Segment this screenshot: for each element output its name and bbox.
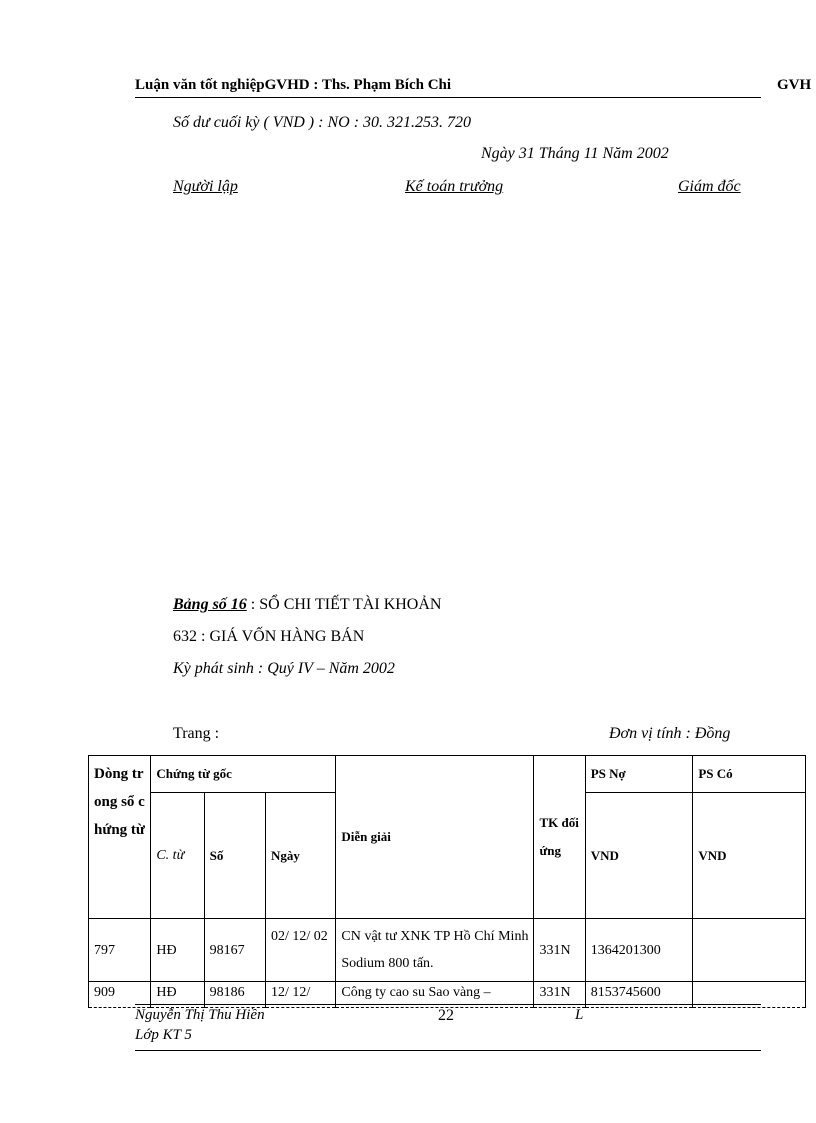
cell-contra: 331N — [534, 919, 585, 982]
col-contra-account: TK đối ứng — [534, 756, 585, 919]
footer-mark: L — [575, 1007, 584, 1023]
cell-credit — [693, 919, 806, 982]
cell-row-no: 909 — [89, 982, 151, 1008]
col-credit: PS Có — [693, 756, 806, 793]
running-header-left: Luận văn tốt nghiệpGVHD : Ths. Phạm Bích Chi — [135, 77, 452, 93]
unit-label: Đơn vị tính : Đồng — [609, 725, 731, 742]
signature-preparer: Người lập — [173, 178, 238, 195]
cell-row-no: 797 — [89, 919, 151, 982]
running-header-right: GVH — [777, 77, 812, 93]
cell-debit: 8153745600 — [585, 982, 693, 1008]
report-date: Ngày 31 Tháng 11 Năm 2002 — [481, 145, 669, 162]
cell-description: CN vật tư XNK TP Hồ Chí Minh Sodium 800 tấn. — [336, 919, 534, 982]
col-voucher-type: C. từ — [151, 793, 204, 919]
cell-contra: 331N — [534, 982, 585, 1008]
page-label: Trang : — [173, 725, 220, 742]
table-title-text: : SỔ CHI TIẾT TÀI KHOẢN — [246, 596, 442, 613]
cell-date: 02/ 12/ 02 — [265, 919, 335, 982]
footer-author: Nguyễn Thị Thu Hiền — [135, 1007, 265, 1023]
ledger-table — [88, 755, 806, 1008]
closing-balance: Số dư cuối kỳ ( VND ) : NO : 30. 321.253. 720 — [173, 114, 472, 131]
account-title: 632 : GIÁ VỐN HÀNG BÁN — [173, 628, 365, 645]
cell-date: 12/ 12/ — [265, 982, 335, 1008]
footer-rule-bottom — [135, 1050, 761, 1051]
col-voucher-group: Chứng từ gốc — [151, 756, 336, 793]
table-title — [173, 596, 441, 614]
cell-type: HĐ — [151, 982, 204, 1008]
table-number: Bảng số 16 — [173, 596, 247, 613]
col-voucher-no: Số — [204, 793, 265, 919]
cell-no: 98167 — [204, 919, 265, 982]
page-number: 22 — [438, 1007, 454, 1024]
footer-class: Lớp KT 5 — [135, 1027, 192, 1043]
table-row — [89, 919, 806, 982]
col-debit: PS Nợ — [585, 756, 693, 793]
col-debit-unit: VND — [585, 793, 693, 919]
period: Kỳ phát sinh : Quý IV – Năm 2002 — [173, 660, 395, 677]
cell-description: Công ty cao su Sao vàng – — [336, 982, 534, 1008]
col-credit-unit: VND — [693, 793, 806, 919]
cell-debit: 1364201300 — [585, 919, 693, 982]
cell-type: HĐ — [151, 919, 204, 982]
signature-director: Giám đốc — [678, 178, 741, 195]
cell-no: 98186 — [204, 982, 265, 1008]
col-row-no: Dòng trong sổ chứng từ — [89, 756, 151, 919]
footer-rule — [135, 1004, 761, 1005]
col-voucher-date: Ngày — [265, 793, 335, 919]
col-description: Diễn giải — [336, 756, 534, 919]
signature-chief-accountant: Kế toán trưởng — [405, 178, 504, 195]
header-rule — [135, 97, 761, 98]
